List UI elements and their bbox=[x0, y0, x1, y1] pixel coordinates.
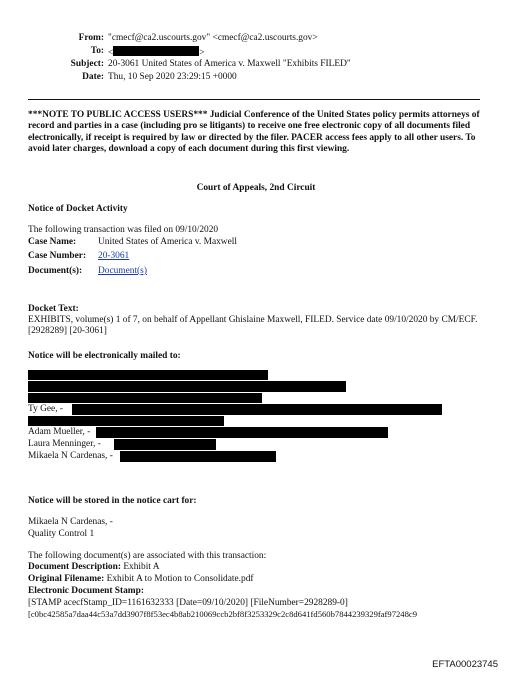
documents-label: Document(s): bbox=[28, 266, 83, 276]
redacted-email bbox=[114, 439, 216, 450]
document-description-label: Document Description: bbox=[28, 562, 121, 572]
subject-label: Subject: bbox=[70, 59, 104, 69]
original-filename-label: Original Filename: bbox=[28, 574, 105, 584]
subject-value: 20-3061 United States of America v. Maxwell "Exhibits FILED" bbox=[108, 59, 351, 69]
recipient-laura-menninger bbox=[28, 439, 101, 450]
date-row bbox=[0, 72, 512, 85]
redacted-recipient bbox=[28, 381, 346, 392]
stored-heading: Notice will be stored in the notice cart for: bbox=[28, 496, 197, 506]
to-suffix: > bbox=[199, 48, 205, 58]
recipient-ty-gee-name: Ty Gee, - bbox=[28, 404, 64, 414]
recipient-mikaela-cardenas-name: Mikaela N Cardenas, - bbox=[28, 451, 113, 461]
to-row bbox=[0, 46, 512, 59]
case-name-label: Case Name: bbox=[28, 237, 77, 247]
electronic-stamp-label: Electronic Document Stamp: bbox=[28, 586, 144, 596]
original-filename-row bbox=[28, 574, 484, 585]
case-name-row bbox=[28, 237, 237, 248]
redacted-email bbox=[72, 404, 442, 415]
recipient-ty-gee bbox=[28, 404, 63, 415]
from-label: From: bbox=[78, 33, 104, 43]
docket-text: EXHIBITS, volume(s) 1 of 7, on behalf of Appellant Ghislaine Maxwell, FILED. Service date 09/10/2020 by CM/ECF.[2928289] [20-3061] bbox=[28, 315, 478, 337]
case-number-link[interactable]: 20-3061 bbox=[98, 251, 130, 261]
case-number-label: Case Number: bbox=[28, 251, 87, 261]
public-access-note: ***NOTE TO PUBLIC ACCESS USERS*** Judicial Conference of the United States policy permits attorneys of record and parties in a case (including pro se litigants) to receive one free electronic copy of all documents filed electronically, if receipt is required by law or directed by the filer. PACER access fees apply to all other users. To avoid later charges, download a copy of each document during this first viewing. bbox=[28, 110, 480, 155]
original-filename-value: Exhibit A to Motion to Consolidate.pdf bbox=[106, 574, 254, 584]
docket-text-label: Docket Text: bbox=[28, 304, 79, 314]
documents-row bbox=[28, 266, 147, 277]
mailed-heading: Notice will be electronically mailed to: bbox=[28, 351, 181, 361]
redacted-recipient bbox=[28, 370, 268, 380]
redacted-recipient bbox=[28, 393, 262, 403]
date-label: Date: bbox=[82, 72, 104, 82]
docket-activity-heading: Notice of Docket Activity bbox=[28, 204, 128, 214]
bates-number: EFTA00023745 bbox=[432, 659, 498, 670]
redacted-email bbox=[120, 451, 276, 462]
stamp-line-2: [c0bc42585a7daa44c53a7dd3907f8f53ec4b8ab210069ccb2bf8f3253329c2c8d641fd560b7844239329faf97248c9 bbox=[28, 609, 418, 619]
transaction-text: The following transaction was filed on 09/10/2020 bbox=[28, 225, 219, 235]
from-row bbox=[0, 33, 512, 46]
to-prefix: < bbox=[108, 48, 114, 58]
to-label: To: bbox=[90, 46, 104, 56]
to-value bbox=[108, 46, 205, 59]
cart-entry: Mikaela N Cardenas, - bbox=[28, 517, 113, 527]
redacted-email bbox=[96, 427, 388, 438]
documents-link[interactable]: Document(s) bbox=[98, 266, 147, 276]
associated-text: The following document(s) are associated with this transaction: bbox=[28, 551, 267, 561]
from-value: "cmecf@ca2.uscourts.gov" <cmecf@ca2.uscourts.gov> bbox=[108, 33, 318, 43]
recipient-adam-mueller bbox=[28, 427, 90, 438]
date-value: Thu, 10 Sep 2020 23:29:15 +0000 bbox=[108, 72, 237, 82]
cart-entry: Quality Control 1 bbox=[28, 529, 95, 539]
case-name-value: United States of America v. Maxwell bbox=[98, 237, 237, 247]
email-header bbox=[0, 33, 512, 85]
header-divider bbox=[28, 99, 480, 100]
recipient-mikaela-cardenas bbox=[28, 451, 113, 462]
subject-row bbox=[0, 59, 512, 72]
court-name: Court of Appeals, 2nd Circuit bbox=[196, 183, 316, 193]
to-redaction bbox=[113, 46, 199, 56]
document-description-value: Exhibit A bbox=[123, 562, 160, 572]
document-description-row bbox=[28, 562, 484, 573]
recipient-adam-mueller-name: Adam Mueller, - bbox=[28, 427, 91, 437]
case-number-row bbox=[28, 251, 129, 262]
stamp-line-1: [STAMP acecfStamp_ID=1161632333 [Date=09/10/2020] [FileNumber=2928289-0] bbox=[28, 598, 348, 608]
redacted-recipient bbox=[28, 416, 224, 426]
recipient-laura-menninger-name: Laura Menninger, - bbox=[28, 439, 101, 449]
